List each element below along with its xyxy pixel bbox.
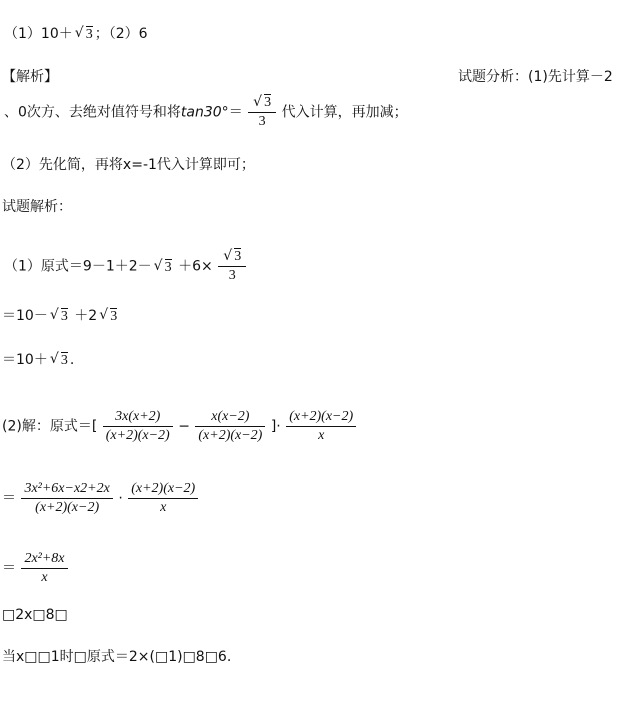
- fraction-1: $\frac{3x(x+2)}{(x+2)(x-2)}$: [103, 408, 173, 445]
- analysis-part2: （2）先化简，再将x=-1代入计算即可；: [2, 157, 255, 173]
- fraction-3: $\frac{(x+2)(x-2)}{x}$: [286, 408, 356, 445]
- solution-part2-line2: ＝ $\frac{\text{3x²+6x−x2+2x}}{(x+2)(x-2)}$ · $\frac{(x+2)(x-2)}{x}$: [2, 480, 199, 517]
- x-value: x=-1: [122, 157, 157, 173]
- analysis-line2: 、0次方、去绝对值符号和将tan30°＝ √ $\frac{3}{3}$ 代入计算，再加减；: [4, 94, 408, 131]
- solution-step1: （1）原式＝9－1＋2－√ 3 ＋6× √ $\frac{3}{3}$: [4, 248, 247, 285]
- solution-step3: ＝10＋√ 3 .: [2, 350, 74, 371]
- sqrt-symbol: √ 3: [50, 350, 68, 371]
- fraction-5: $\frac{(x+2)(x-2)}{x}$: [128, 480, 198, 517]
- sqrt-symbol: √ 3: [50, 306, 68, 327]
- sqrt-symbol: √ 3: [154, 257, 172, 278]
- sqrt3-over-3-fraction: √ $\frac{3}{3}$: [248, 94, 276, 131]
- solution-heading: 试题解析：: [2, 199, 72, 215]
- solution-part2-line3: ＝ $\frac{\text{2x²+8x}}{x}$: [2, 550, 69, 587]
- sqrt-symbol: √ 3: [99, 306, 117, 327]
- solution-part2-line4: □2x□8□: [2, 607, 68, 623]
- sqrt3-over-3-fraction: √ $\frac{3}{3}$: [218, 248, 246, 285]
- analysis-title-right: 试题分析：(1)先计算－2: [458, 69, 613, 85]
- analysis-p1-start: (1)先计算－2: [528, 69, 613, 85]
- fraction-2: $\frac{x(x-2)}{(x+2)(x-2)}$: [195, 408, 265, 445]
- tan30-text: tan30°: [180, 104, 229, 121]
- solution-step2: ＝10－√ 3 ＋2√ 3: [2, 306, 119, 327]
- solution-part2-line5: 当x□□1时□原式＝2×(□1)□8□6.: [2, 649, 232, 665]
- answer-part1-prefix: （1）10＋: [4, 26, 73, 42]
- analysis-header: 【解析】: [2, 69, 58, 85]
- answer-line: [4, 24, 148, 45]
- fraction-4: $\frac{\text{3x²+6x−x2+2x}}{(x+2)(x-2)}$: [21, 480, 112, 517]
- answer-part2: ；（2）6: [94, 26, 148, 42]
- fraction-6: $\frac{\text{2x²+8x}}{x}$: [21, 550, 67, 587]
- sqrt-symbol: √ 3: [75, 24, 93, 45]
- solution-part2-line1: (2)解：原式＝[ $\frac{3x(x+2)}{(x+2)(x-2)}$ − $\frac{x(x-2)}{(x+2)(x-2)}$ ]· $\frac{(x+2)(x-2)}{x}$: [2, 408, 357, 445]
